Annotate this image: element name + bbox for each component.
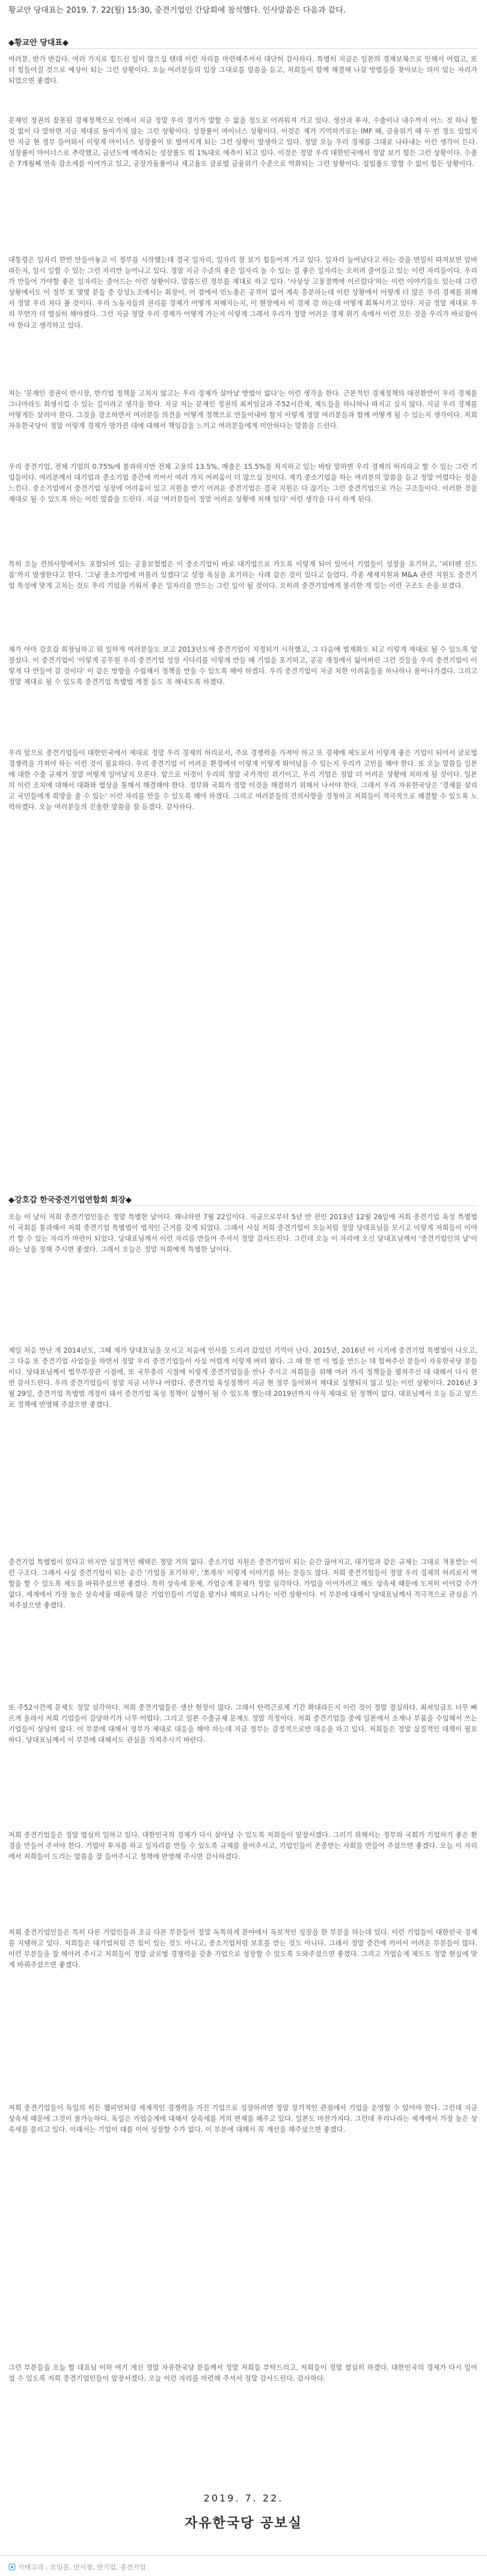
paragraph: 저희 중견기업들이 독일의 히든 챔피언처럼 세계적인 경쟁력을 가진 기업으로 성장하려면 정말 장기적인 관점에서 기업을 운영할 수 있어야 한다. 그런데 지금 상속세 때문에 그것이 불가능하다. 독일은 가업승계에 대해서 상속세를 거의 면제를 해주고 있다. 일본도 마찬가지다. 그런데 우리나라는 세계에서 가장 높은 상속세를 물리고 있다. 이래서는 기업이 대를 이어 성장할 수가 없다. 이 부분에 대해서 꼭 개선을 해주셨으면 좋겠다.: [8, 2104, 477, 2134]
paragraph: 우리 앞으로 중견기업들이 대한민국에서 제대로 정말 우리 경제의 허리로서, 주요 경쟁력을 가져야 하고 또 경제에 제도로서 이렇게 좋은 기업이 되어서 글로벌 경쟁력을 가져야 하는 이런 것이 필요하다. 우리 중견기업 이 어려운 환경에서 이렇게 어떻게 뛰어넘을 수 있는지 우리가 고민을 해야 한다. 또 오늘 말씀들 일본에 대한 수출 규제가 정말 어떻게 일어날지 모른다. 앞으로 이것이 우리의 정말 국가적인 위기이고, 우리 기업은 정말 더 어려운 상황에 처하게 될 것이다. 일본의 이런 조치에 대해서 대화와 협상을 통해서 해결해야 한다. 정부와 국회가 정말 이것을 해결하기 위해서 나서야 한다. 그래서 우리 자유한국당은 '경제를 살리고 국민들에게 희망을 줄 수 있는' 이런 자리를 만들 수 있도록 해야 하겠다. 그리고 여러분들의 건의사항을 경청하고 저희들이 적극적으로 해결할 수 있도록 노력하겠다. 오늘 여러분들의 진솔한 말씀을 잘 듣겠다. 감사하다.: [8, 749, 477, 812]
paragraph: 특히 오늘 건의사항에서도 포함되어 있는 공용보험법은 이 중소기업이 바로 대기업으로 가도록 이렇게 되어 있어서 기업들이 성장을 포기하고, '피터팬 신드롬'까지 발생한다고 한다. '그냥 중소기업에 머물러 있겠다'고 성장 욕심을 포기하는 사례 같은 것이 있다고 들었다. 각종 세제지원과 M&A 관련 지원도 중견기업 특성에 맞게 고치는 것도 우리 기업을 키워서 좋은 일자리를 만드는 그런 일이 될 것이다. 오히려 중견기업에게 불리한 게 있는 이런 구조도 손을 보겠다.: [8, 560, 477, 590]
paragraph: 저는 '문재인 정권이 반시장, 반기업 정책을 고치지 않고는 우리 경제가 살아날 방법이 없다'는 이런 생각을 한다. 근본적인 경제정책의 대전환만이 우리 경제를 그나마라도 회생시킬 수 있는 길이라고 생각을 한다. 지금 저는 문재인 정권의 최저임금과 주52시간제, 제도들을 하나하나 따지고 싶지 않다. 지금 우리 경제를 어떻게든 살려야 한다. 그것을 강조하면서 여러분들 의견을 어떻게 정책으로 만들어내야 할지 이렇게 정말 여러분들과 함께 어떻게 될 수 있는지 생각이다. 저희 자유한국당이 정말 이렇게 경제가 망가진 데에 대해서 책임감을 느끼고 여러분들에게 미안하다는 말씀을 드린다.: [8, 390, 477, 430]
paragraph: 중견기업 특별법이 있다고 하지만 실질적인 혜택은 정말 거의 없다. 중소기업 지원은 중견기업이 되는 순간 끊어지고, 대기업과 같은 규제는 그대로 적용받는 이런 구조다. 그래서 사실 중견기업이 되는 순간 '기업을 포기하자', '쪼개자' 이렇게 이야기를 하는 분들도 많다. 저희 중견기업들이 정말 우리 경제의 허리로서 역할을 할 수 있도록 제도를 바꿔주셨으면 좋겠다. 특히 상속세 문제, 가업승계 문제가 정말 심각하다. 가업을 이어가려고 해도 상속세 때문에 도저히 이어갈 수가 없다. 세계에서 가장 높은 상속세율 때문에 많은 기업인들이 기업을 팔거나 해외로 나가는 이런 상황이다. 이 부분에 대해서 당대표님께서 적극적으로 관심을 가져주셨으면 좋겠다.: [8, 1558, 477, 1610]
paragraph: 제일 처음 만난 게 2014년도, 그때 제가 당대표님을 모시고 처음에 인사를 드리러 갔었던 기억이 난다. 2015년, 2016년 이 시기에 중견기업 특별법이 나오고, 그 다음 또 중견기업 사업들을 하면서 정말 우리 중견기업들이 사실 어렵게 이렇게 버텨 왔다. 그 때 한 번 이 법을 만드는 데 힘써주신 분들이 자유한국당 분들이다. 당대표님께서 법무부장관 시절에, 또 국무총리 시절에 이렇게 중견기업들을 만나 주시고 저희들을 위해 여러 가지 정책들을 펼쳐주신 데 대해서 다시 한 번 감사드린다. 우리 중견기업들이 정말 지금 너무나 어렵다. 중견기업 육성정책이 지금 현 정부 들어와서 제대로 실행되지 않고 있는 이런 상황이다. 2016년 3월 29일, 중견기업 특별법 개정이 돼서 중견기업 육성 정책이 실행이 될 수 있도록 했는데 2019년까지 아직 제대로 된 정책이 없다. 대표님께서 오늘 듣고 앞으로 정책에 반영해 주셨으면 좋겠다.: [8, 1347, 477, 1409]
paragraph: 저희 중견기업인들은 특히 다른 기업인들과 조금 다른 부분들이 정말 독특하게 분야에서 독보적인 성장을 한 부분을 하는데 있다. 이런 기업들이 대한민국 경제를 지탱하고 있다. 저희들은 대기업처럼 큰 힘이 있는 것도 아니고, 중소기업처럼 보호를 받는 것도 아니다. 그래서 정말 중간에 끼어서 어려운 부분들이 많다. 이런 부분들을 잘 헤아려 주시고 저희들이 정말 글로벌 경쟁력을 갖춘 기업으로 성장할 수 있도록 도와주셨으면 좋겠다. 그리고 가업승계 제도도 정말 현실에 맞게 바꿔주셨으면 좋겠다.: [8, 1929, 477, 1969]
paragraph: 제가 아마 강호갑 회장님하고 뭐 일하게 여러분들도 보고 2013년도에 중견기업이 지정되기 시작했고, 그 다음에 법제화도 되고 이렇게 제대로 될 수 있도록 앞장섰다. 이 중견기업이 '이렇게 공무원 우리 중견기업 성장 사다리를 이렇게 만들 때 기업을 포기하고, 공공 재정에서 잃어버린 그런 것들을 우리 중견기업이 이렇게 다 만들어 갈 것이다' 이 같은 방향을 수립해서 정책을 만들 수 있도록 해야 하겠다. 우리 중견기업이 지금 처한 어려움들을 하나하나 풀어나가겠다. 그리고 정말 제대로 될 수 있도록 중견기업 특별법 개정 등도 꼭 해내도록 하겠다.: [8, 646, 477, 687]
release-date: 2019. 7. 22.: [203, 2492, 284, 2504]
paragraph: 문재인 정권의 잘못된 경제정책으로 인해서 지금 정말 우리 경기가 말할 수 없을 정도로 어려워져 가고 있다. 생산과 투자, 수출이나 내수까지 어느 것 하나 할 것 없이 다 말하면 지금 제대로 돌아가지 않는 그런 상황이다. 성장률이 마이너스 상황이다. 이것은 제가 기억하기로는 IMF 때, 금융위기 때 두 번 정도 있었지만 지금 현 정부 들어와서 이렇게 마이너스 성장률이 또 벌어지게 되는 그런 상황이 발생하고 있다. 정말 오늘 우리 경제를 그대로 나타내는 이런 생각이 든다. 성장률이 마이너스로 추락했고, 금년도에 예측되는 성장률도 뭐 1%대로 예측이 되고 있다. 이것은 정말 우리 대한민국에서 정말 보기 힘든 그런 상황이다. 수출은 7개월째 연속 감소세를 이어가고 있고, 공장가동률이나 재고율도 글로벌 금융위기 수준으로 악화되는 그런 상황이다. 실업률도 말할 수 없이 힘든 상황이다.: [8, 117, 477, 168]
paragraph: 우리 중견기업, 전체 기업의 0.75%에 불과하지만 전체 고용의 13.5%, 매출은 15.5%를 차지하고 있는 바탕 말하면 우리 경제의 허리라고 할 수 있는 그런 기업들이다. 여러분께서 대기업과 중소기업 중간에 끼어서 여러 가지 어려움이 더 많으실 것이다. 제가 중소기업을 하는 여러분의 말씀을 듣고 정말 어렵다는 것을 느낀다. 중소기업에서 중견기업 성장에 어려움이 있고 지원을 받기 어려운 중견기업은 결국 지원은 다 끊기는 그런 중견기업으로 가는 구조들이다. 이러한 것을 제대로 될 수 있도록 하는 이런 말씀을 드린다. 지금 '여러분들이 정말 어려운 상황에 처해 있다' 이런 생각을 다시 하게 된다.: [8, 463, 477, 504]
paragraph: 대통령은 일자리 한번 만들어놓고 이 정부를 시작했는데 결국 일자리, 일자리 창 보기 힘들어져 가고 있다. 일자리 늘어났다고 하는 것을 면밀히 따져보면 알바라든지, 일시 일할 수 있는 그런 자리만 늘어나고 있다. 정말 지금 수준의 좋은 일자리 놀 수 있는 질 좋은 일자리는 오히려 줄어들고 있는 이런 자리들이다. 우리가 만들어 가야할 좋은 일자리는 줄어드는 이런 상황이다. 말씀드린 정부를 제대로 하고 있다. '사상상 고용절벽에 이르렀다'하는 이런 이야기들도 있는데 그런 상황에서도 이 정부 또 몇몇 분들 중 강성노조에서는 회장이, 이 점에서 민노총은 공격이 없어 계속 흥분하는데 이런 상황에서 어떻게 더 많은 우리 경제를 위해서 정말 우리 쳐다 볼 것이다. 우리 노동자들의 권리를 경제가 어떻게 저해지는지, 이 현장에서 이 경제 강 하는데 어떻게 회복시키고 있다. 지금 정말 제대로 우리 무언가 더 열심히 해야겠다. 그런 지금 정말 우리 경제가 어떻게 가는지 이렇게 그래서 우리가 정말 어려운 경제 위기 속에서 이런 모든 것을 우리가 바로잡아야 한다고 생각하고 있다.: [8, 256, 477, 329]
category-icon: [8, 2563, 16, 2571]
divider: [8, 48, 477, 49]
speaker-heading-2: ◆강호갑 한국중견기업연합회 회장◆: [8, 1196, 132, 1205]
paragraph: 또 주52시간제 문제도 정말 심각하다. 저희 중견기업들은 생산 현장이 많다. 그래서 탄력근로제 기간 확대라든지 이런 것이 정말 절실하다. 최저임금도 너무 빠르게 올라서 저희 기업들이 감당하기가 너무 어렵다. 그리고 일본 수출규제 문제도 정말 걱정이다. 저희 중견기업들 중에 일본에서 소재나 부품을 수입해서 쓰는 기업들이 상당히 많다. 이 부분에 대해서 정부가 제대로 대응을 해야 하는데 지금 정부는 감정적으로만 대응을 하고 있다. 저희들은 정말 실질적인 대책이 필요하다. 당대표님께서 이 부분에 대해서도 관심을 가져주시기 바란다.: [8, 1704, 477, 1745]
organization-name: 자유한국당 공보실: [185, 2516, 302, 2531]
speaker-heading-1: ◆황교안 당대표◆: [8, 38, 69, 47]
paragraph: 여러분, 반가 반갑다. 여러 가지로 힘드신 일이 많으실 텐데 이런 자리를 마련해주셔서 대단히 감사하다. 특별히 지금은 일본의 경제보복으로 인해서 어렵고, 또 더 힘들어질 것으로 예상이 되는 그런 상황이다. 오늘 여러분들의 입장 그대로를 말씀을 듣고, 저희들이 함께 해결해 나갈 방법들을 찾아보는 의미 있는 자리가 되었으면 좋겠다.: [8, 55, 477, 85]
intro-text: 황교안 당대표는 2019. 7. 22(월) 15:30, 중견기업인 간담회에 참석했다. 인사말씀은 다음과 같다.: [8, 6, 346, 15]
tag-text[interactable]: 카테고리 : 모임을, 반시장, 반기업, 중견기업: [18, 2563, 146, 2571]
tag-list[interactable]: [8, 2562, 145, 2572]
paragraph: 저희 중견기업들은 정말 열심히 일하고 있다. 대한민국의 경제가 다시 살아날 수 있도록 저희들이 앞장서겠다. 그러기 위해서는 정부와 국회가 기업하기 좋은 환경을 만들어 주셔야 한다. 기업이 투자를 하고 일자리를 만들 수 있도록 규제를 풀어주시고, 기업인들이 존중받는 사회를 만들어 주셨으면 좋겠다. 오늘 이 자리에서 저희들이 드리는 말씀을 잘 들어주시고 정책에 반영해 주시면 감사하겠다.: [8, 1831, 477, 1861]
paragraph: 오늘 이 날이 저희 중견기업인들은 정말 특별한 날이다. 왜냐하면 7월 22일이다. 지금으로부터 5년 반 전인 2013년 12월 26일에 저희 중견기업 육성 특별법이 국회를 통과해서 저희 중견기업 특별법이 법적인 근거를 갖게 되었다. 그래서 사실 저희 중견기업이 오늘처럼 정말 당대표님을 모시고 이렇게 저희들이 이야기 할 수 있는 자리가 마련이 되었다. 당대표님께서 이런 자리를 만들어 주셔서 정말 감사드린다. 그런데 오늘 이 자리에 오신 당대표님께서 '중견기업인의 날'이라는 날을 정해 주시면 좋겠다. 그래서 오늘은 정말 저희에게 특별한 날이다.: [8, 1213, 477, 1254]
footer-divider: [0, 2555, 487, 2556]
paragraph: 그런 부분들을 오늘 할 대표님 이하 여기 계신 정말 자유한국당 분들께서 정말 저희들 부탁드리고, 저희들이 정말 열심히 하겠다. 대한민국의 경제가 다시 일어설 수 있도록 저희 중견기업인들이 앞장서겠다. 오늘 이런 자리를 마련해 주셔서 정말 감사드린다. 감사하다.: [8, 2364, 477, 2383]
divider: [8, 1205, 477, 1206]
